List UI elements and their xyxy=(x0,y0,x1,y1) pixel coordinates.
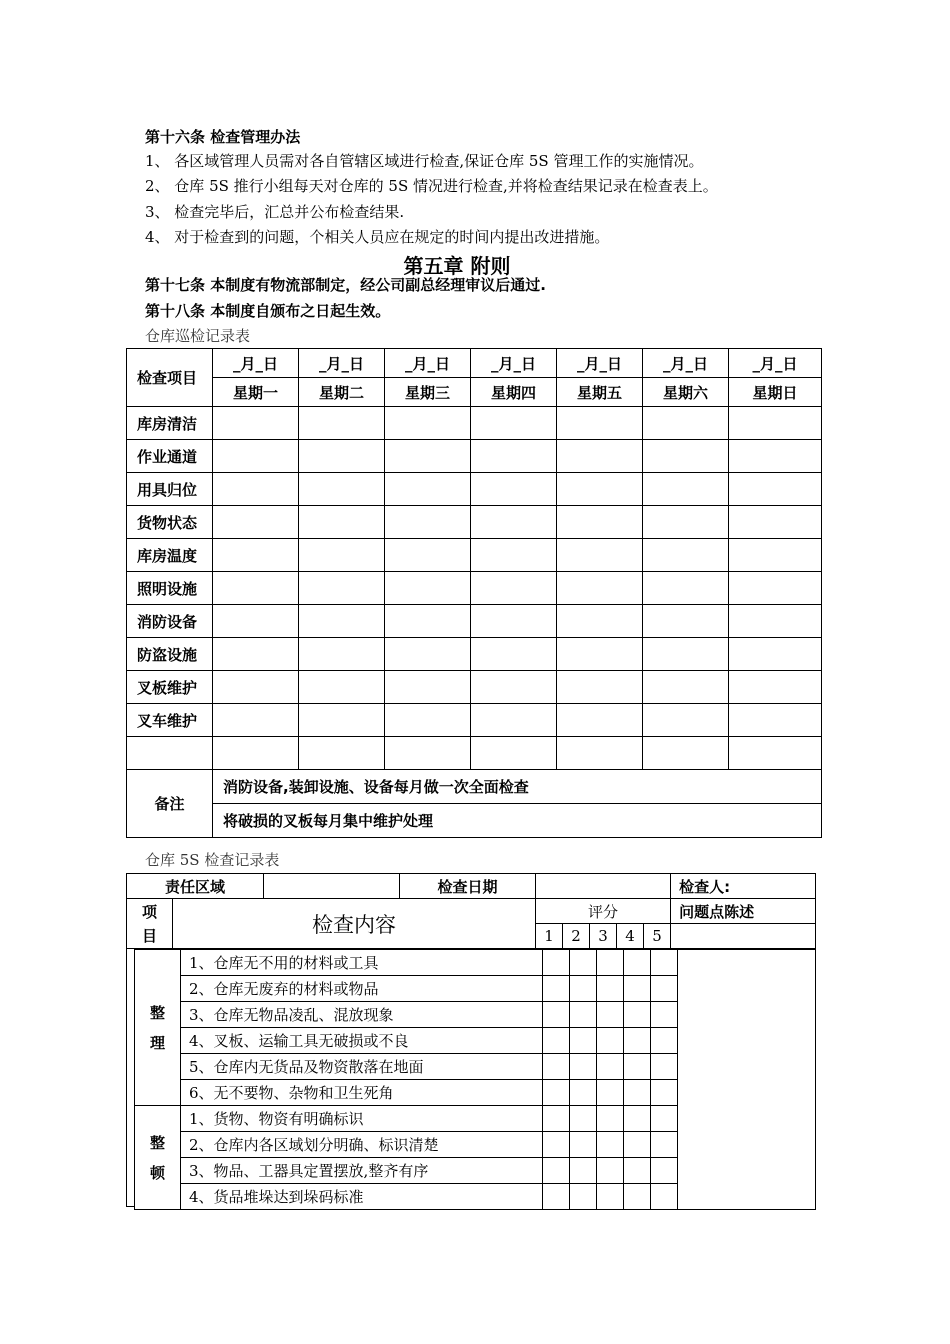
weekday-header: 星期四 xyxy=(471,378,557,407)
table-row xyxy=(127,704,822,737)
inspector-label[interactable]: 检查人: xyxy=(671,874,816,899)
score-cell[interactable] xyxy=(570,1184,597,1210)
score-label: 评分 xyxy=(536,899,671,924)
check-cell[interactable] xyxy=(729,704,822,737)
score-cell[interactable] xyxy=(624,976,651,1002)
date-cell[interactable]: _月_日 xyxy=(557,349,643,378)
score-header: 5 xyxy=(644,924,671,949)
check-cell[interactable] xyxy=(213,506,299,539)
check-cell[interactable] xyxy=(471,407,557,440)
score-cell[interactable] xyxy=(570,1132,597,1158)
check-cell[interactable] xyxy=(213,539,299,572)
check-cell[interactable] xyxy=(471,671,557,704)
weekday-header: 星期一 xyxy=(213,378,299,407)
score-cell[interactable] xyxy=(570,950,597,976)
score-cell[interactable] xyxy=(543,1054,570,1080)
check-cell[interactable] xyxy=(471,506,557,539)
check-cell[interactable] xyxy=(299,539,385,572)
check-cell[interactable] xyxy=(213,638,299,671)
score-cell[interactable] xyxy=(543,1028,570,1054)
check-item: 1、货物、物资有明确标识 xyxy=(181,1106,543,1132)
check-cell[interactable] xyxy=(643,704,729,737)
check-cell[interactable] xyxy=(557,407,643,440)
check-cell[interactable] xyxy=(385,572,471,605)
remark-1: 消防设备,装卸设施、设备每月做一次全面检查 xyxy=(213,770,822,804)
table-row xyxy=(127,473,822,506)
table-row xyxy=(127,506,822,539)
check-cell[interactable] xyxy=(213,407,299,440)
score-cell[interactable] xyxy=(651,1158,678,1184)
check-cell[interactable] xyxy=(557,671,643,704)
score-cell[interactable] xyxy=(624,1054,651,1080)
patrol-table-caption: 仓库巡检记录表 xyxy=(145,327,251,345)
score-cell[interactable] xyxy=(651,1080,678,1106)
table-row xyxy=(127,407,822,440)
check-cell[interactable] xyxy=(213,440,299,473)
category-seiri: 整 理 xyxy=(135,950,181,1106)
score-cell[interactable] xyxy=(597,1028,624,1054)
score-cell[interactable] xyxy=(570,1002,597,1028)
table-row xyxy=(127,671,822,704)
check-cell[interactable] xyxy=(729,605,822,638)
date-cell[interactable]: _月_日 xyxy=(385,349,471,378)
score-cell[interactable] xyxy=(597,950,624,976)
score-cell[interactable] xyxy=(624,950,651,976)
check-cell[interactable] xyxy=(385,539,471,572)
check-item: 5、仓库内无货品及物资散落在地面 xyxy=(181,1054,543,1080)
score-header: 4 xyxy=(617,924,644,949)
check-cell[interactable] xyxy=(213,704,299,737)
table-row xyxy=(127,605,822,638)
check-cell[interactable] xyxy=(557,440,643,473)
check-cell[interactable] xyxy=(643,671,729,704)
score-cell[interactable] xyxy=(624,1002,651,1028)
check-cell[interactable] xyxy=(299,737,385,770)
check-cell[interactable] xyxy=(729,506,822,539)
date-input[interactable] xyxy=(536,874,671,899)
score-cell[interactable] xyxy=(597,1054,624,1080)
table-row xyxy=(127,638,822,671)
check-cell[interactable] xyxy=(729,473,822,506)
check-cell[interactable] xyxy=(385,605,471,638)
date-cell[interactable]: _月_日 xyxy=(471,349,557,378)
check-item: 6、无不要物、杂物和卫生死角 xyxy=(181,1080,543,1106)
content-column-label: 检查内容 xyxy=(173,899,536,949)
check-cell[interactable] xyxy=(729,638,822,671)
score-cell[interactable] xyxy=(597,1132,624,1158)
article-16-item-2: 2、 仓库 5S 推行小组每天对仓库的 5S 情况进行检查,并将检查结果记录在检查表上。 xyxy=(145,177,718,195)
check-cell[interactable] xyxy=(729,671,822,704)
article-18: 第十八条 本制度自颁布之日起生效。 xyxy=(145,302,391,320)
row-label: 叉板维护 xyxy=(127,671,213,704)
score-cell[interactable] xyxy=(543,1132,570,1158)
row-label: 照明设施 xyxy=(127,572,213,605)
remarks-label: 备注 xyxy=(127,770,213,838)
check-cell[interactable] xyxy=(471,539,557,572)
score-cell[interactable] xyxy=(597,1106,624,1132)
check-cell[interactable] xyxy=(471,605,557,638)
check-cell[interactable] xyxy=(643,539,729,572)
check-cell[interactable] xyxy=(213,572,299,605)
score-cell[interactable] xyxy=(597,1158,624,1184)
check-item: 3、物品、工器具定置摆放,整齐有序 xyxy=(181,1158,543,1184)
row-label: 库房温度 xyxy=(127,539,213,572)
article-17: 第十七条 本制度有物流部制定，经公司副总经理审议后通过. xyxy=(145,276,546,294)
score-cell[interactable] xyxy=(570,1028,597,1054)
row-label: 叉车维护 xyxy=(127,704,213,737)
table-edge-stub xyxy=(126,1206,134,1208)
score-cell[interactable] xyxy=(597,976,624,1002)
check-cell[interactable] xyxy=(213,473,299,506)
check-cell[interactable] xyxy=(557,737,643,770)
row-label: 防盗设施 xyxy=(127,638,213,671)
check-cell[interactable] xyxy=(213,671,299,704)
check-cell[interactable] xyxy=(299,506,385,539)
check-cell[interactable] xyxy=(471,638,557,671)
check-cell[interactable] xyxy=(471,572,557,605)
score-cell[interactable] xyxy=(543,976,570,1002)
check-cell[interactable] xyxy=(299,440,385,473)
row-label: 货物状态 xyxy=(127,506,213,539)
article-16-item-4: 4、 对于检查到的问题，个相关人员应在规定的时间内提出改进措施。 xyxy=(145,228,610,246)
score-cell[interactable] xyxy=(624,1028,651,1054)
check-cell[interactable] xyxy=(299,473,385,506)
5s-header-table xyxy=(126,873,816,949)
score-cell[interactable] xyxy=(570,1080,597,1106)
score-cell[interactable] xyxy=(624,1080,651,1106)
score-cell[interactable] xyxy=(651,1002,678,1028)
check-cell[interactable] xyxy=(385,407,471,440)
5s-table-caption: 仓库 5S 检查记录表 xyxy=(145,851,280,869)
date-cell[interactable]: _月_日 xyxy=(643,349,729,378)
table-row xyxy=(127,440,822,473)
check-cell[interactable] xyxy=(643,638,729,671)
row-label: 消防设备 xyxy=(127,605,213,638)
score-cell[interactable] xyxy=(597,1184,624,1210)
check-cell[interactable] xyxy=(471,440,557,473)
row-label: 用具归位 xyxy=(127,473,213,506)
check-cell[interactable] xyxy=(299,605,385,638)
check-cell[interactable] xyxy=(385,671,471,704)
chapter-5-heading: 第五章 附则 xyxy=(403,254,511,278)
item-header: 检查项目 xyxy=(127,349,213,407)
check-cell[interactable] xyxy=(729,440,822,473)
table-row xyxy=(127,737,822,770)
weekday-header: 星期五 xyxy=(557,378,643,407)
check-cell[interactable] xyxy=(385,737,471,770)
check-cell[interactable] xyxy=(729,572,822,605)
date-cell[interactable]: _月_日 xyxy=(299,349,385,378)
score-cell[interactable] xyxy=(597,1080,624,1106)
check-cell[interactable] xyxy=(471,704,557,737)
score-cell[interactable] xyxy=(651,1028,678,1054)
issues-description-cell[interactable] xyxy=(678,950,816,1210)
check-cell[interactable] xyxy=(385,440,471,473)
issues-label: 问题点陈述 xyxy=(671,899,816,924)
remark-2: 将破损的叉板每月集中维护处理 xyxy=(213,804,822,838)
5s-body-table xyxy=(134,949,816,1210)
score-cell[interactable] xyxy=(570,1106,597,1132)
score-header: 2 xyxy=(563,924,590,949)
score-header: 3 xyxy=(590,924,617,949)
check-cell[interactable] xyxy=(643,605,729,638)
score-cell[interactable] xyxy=(651,1184,678,1210)
row-label xyxy=(127,737,213,770)
check-cell[interactable] xyxy=(557,638,643,671)
weekday-header: 星期六 xyxy=(643,378,729,407)
check-cell[interactable] xyxy=(643,737,729,770)
row-label: 作业通道 xyxy=(127,440,213,473)
weekday-header: 星期日 xyxy=(729,378,822,407)
score-header: 1 xyxy=(536,924,563,949)
score-cell[interactable] xyxy=(570,1054,597,1080)
table-left-edge xyxy=(126,949,128,1207)
score-cell[interactable] xyxy=(543,1158,570,1184)
check-cell[interactable] xyxy=(557,473,643,506)
check-cell[interactable] xyxy=(299,407,385,440)
score-cell[interactable] xyxy=(624,1158,651,1184)
check-item: 2、仓库无废弃的材料或物品 xyxy=(181,976,543,1002)
check-cell[interactable] xyxy=(557,539,643,572)
check-item: 1、仓库无不用的材料或工具 xyxy=(181,950,543,976)
check-cell[interactable] xyxy=(557,704,643,737)
table-row xyxy=(127,572,822,605)
check-cell[interactable] xyxy=(471,737,557,770)
score-cell[interactable] xyxy=(651,976,678,1002)
check-cell[interactable] xyxy=(643,473,729,506)
table-row xyxy=(127,539,822,572)
check-cell[interactable] xyxy=(213,737,299,770)
score-cell[interactable] xyxy=(624,1184,651,1210)
check-cell[interactable] xyxy=(299,671,385,704)
score-cell[interactable] xyxy=(543,1080,570,1106)
check-cell[interactable] xyxy=(385,473,471,506)
weekday-header: 星期二 xyxy=(299,378,385,407)
check-cell[interactable] xyxy=(299,572,385,605)
check-cell[interactable] xyxy=(385,704,471,737)
check-cell[interactable] xyxy=(557,506,643,539)
article-16-title: 第十六条 检查管理办法 xyxy=(145,128,301,146)
score-cell[interactable] xyxy=(543,1106,570,1132)
check-cell[interactable] xyxy=(299,704,385,737)
check-cell[interactable] xyxy=(299,638,385,671)
score-cell[interactable] xyxy=(570,976,597,1002)
check-cell[interactable] xyxy=(643,407,729,440)
check-cell[interactable] xyxy=(729,539,822,572)
score-cell[interactable] xyxy=(543,1002,570,1028)
check-cell[interactable] xyxy=(643,572,729,605)
row-label: 库房清洁 xyxy=(127,407,213,440)
article-16-item-1: 1、 各区域管理人员需对各自管辖区域进行检查,保证仓库 5S 管理工作的实施情况。 xyxy=(145,152,704,170)
issues-header-blank xyxy=(671,924,816,949)
check-item: 4、叉板、运输工具无破损或不良 xyxy=(181,1028,543,1054)
score-cell[interactable] xyxy=(597,1002,624,1028)
article-16-item-3: 3、 检查完毕后，汇总并公布检查结果. xyxy=(145,203,405,221)
check-cell[interactable] xyxy=(729,407,822,440)
score-cell[interactable] xyxy=(651,1132,678,1158)
date-label: 检查日期 xyxy=(400,874,536,899)
item-column-label: 项 目 xyxy=(127,899,173,949)
score-cell[interactable] xyxy=(543,1184,570,1210)
score-cell[interactable] xyxy=(624,1132,651,1158)
score-cell[interactable] xyxy=(570,1158,597,1184)
check-cell[interactable] xyxy=(643,506,729,539)
category-seiton: 整 顿 xyxy=(135,1106,181,1210)
check-item: 2、仓库内各区域划分明确、标识清楚 xyxy=(181,1132,543,1158)
date-cell[interactable]: _月_日 xyxy=(213,349,299,378)
patrol-record-table xyxy=(126,348,822,838)
date-cell[interactable]: _月_日 xyxy=(729,349,822,378)
check-cell[interactable] xyxy=(385,506,471,539)
check-item: 3、仓库无物品凌乱、混放现象 xyxy=(181,1002,543,1028)
check-cell[interactable] xyxy=(557,572,643,605)
check-cell[interactable] xyxy=(557,605,643,638)
score-cell[interactable] xyxy=(543,950,570,976)
weekday-header: 星期三 xyxy=(385,378,471,407)
check-cell[interactable] xyxy=(643,440,729,473)
score-cell[interactable] xyxy=(624,1106,651,1132)
check-cell[interactable] xyxy=(213,605,299,638)
score-cell[interactable] xyxy=(651,950,678,976)
area-label: 责任区域 xyxy=(127,874,264,899)
score-cell[interactable] xyxy=(651,1054,678,1080)
check-item: 4、货品堆垛达到垛码标准 xyxy=(181,1184,543,1210)
area-input[interactable] xyxy=(264,874,400,899)
check-cell[interactable] xyxy=(471,473,557,506)
check-cell[interactable] xyxy=(385,638,471,671)
score-cell[interactable] xyxy=(651,1106,678,1132)
check-cell[interactable] xyxy=(729,737,822,770)
